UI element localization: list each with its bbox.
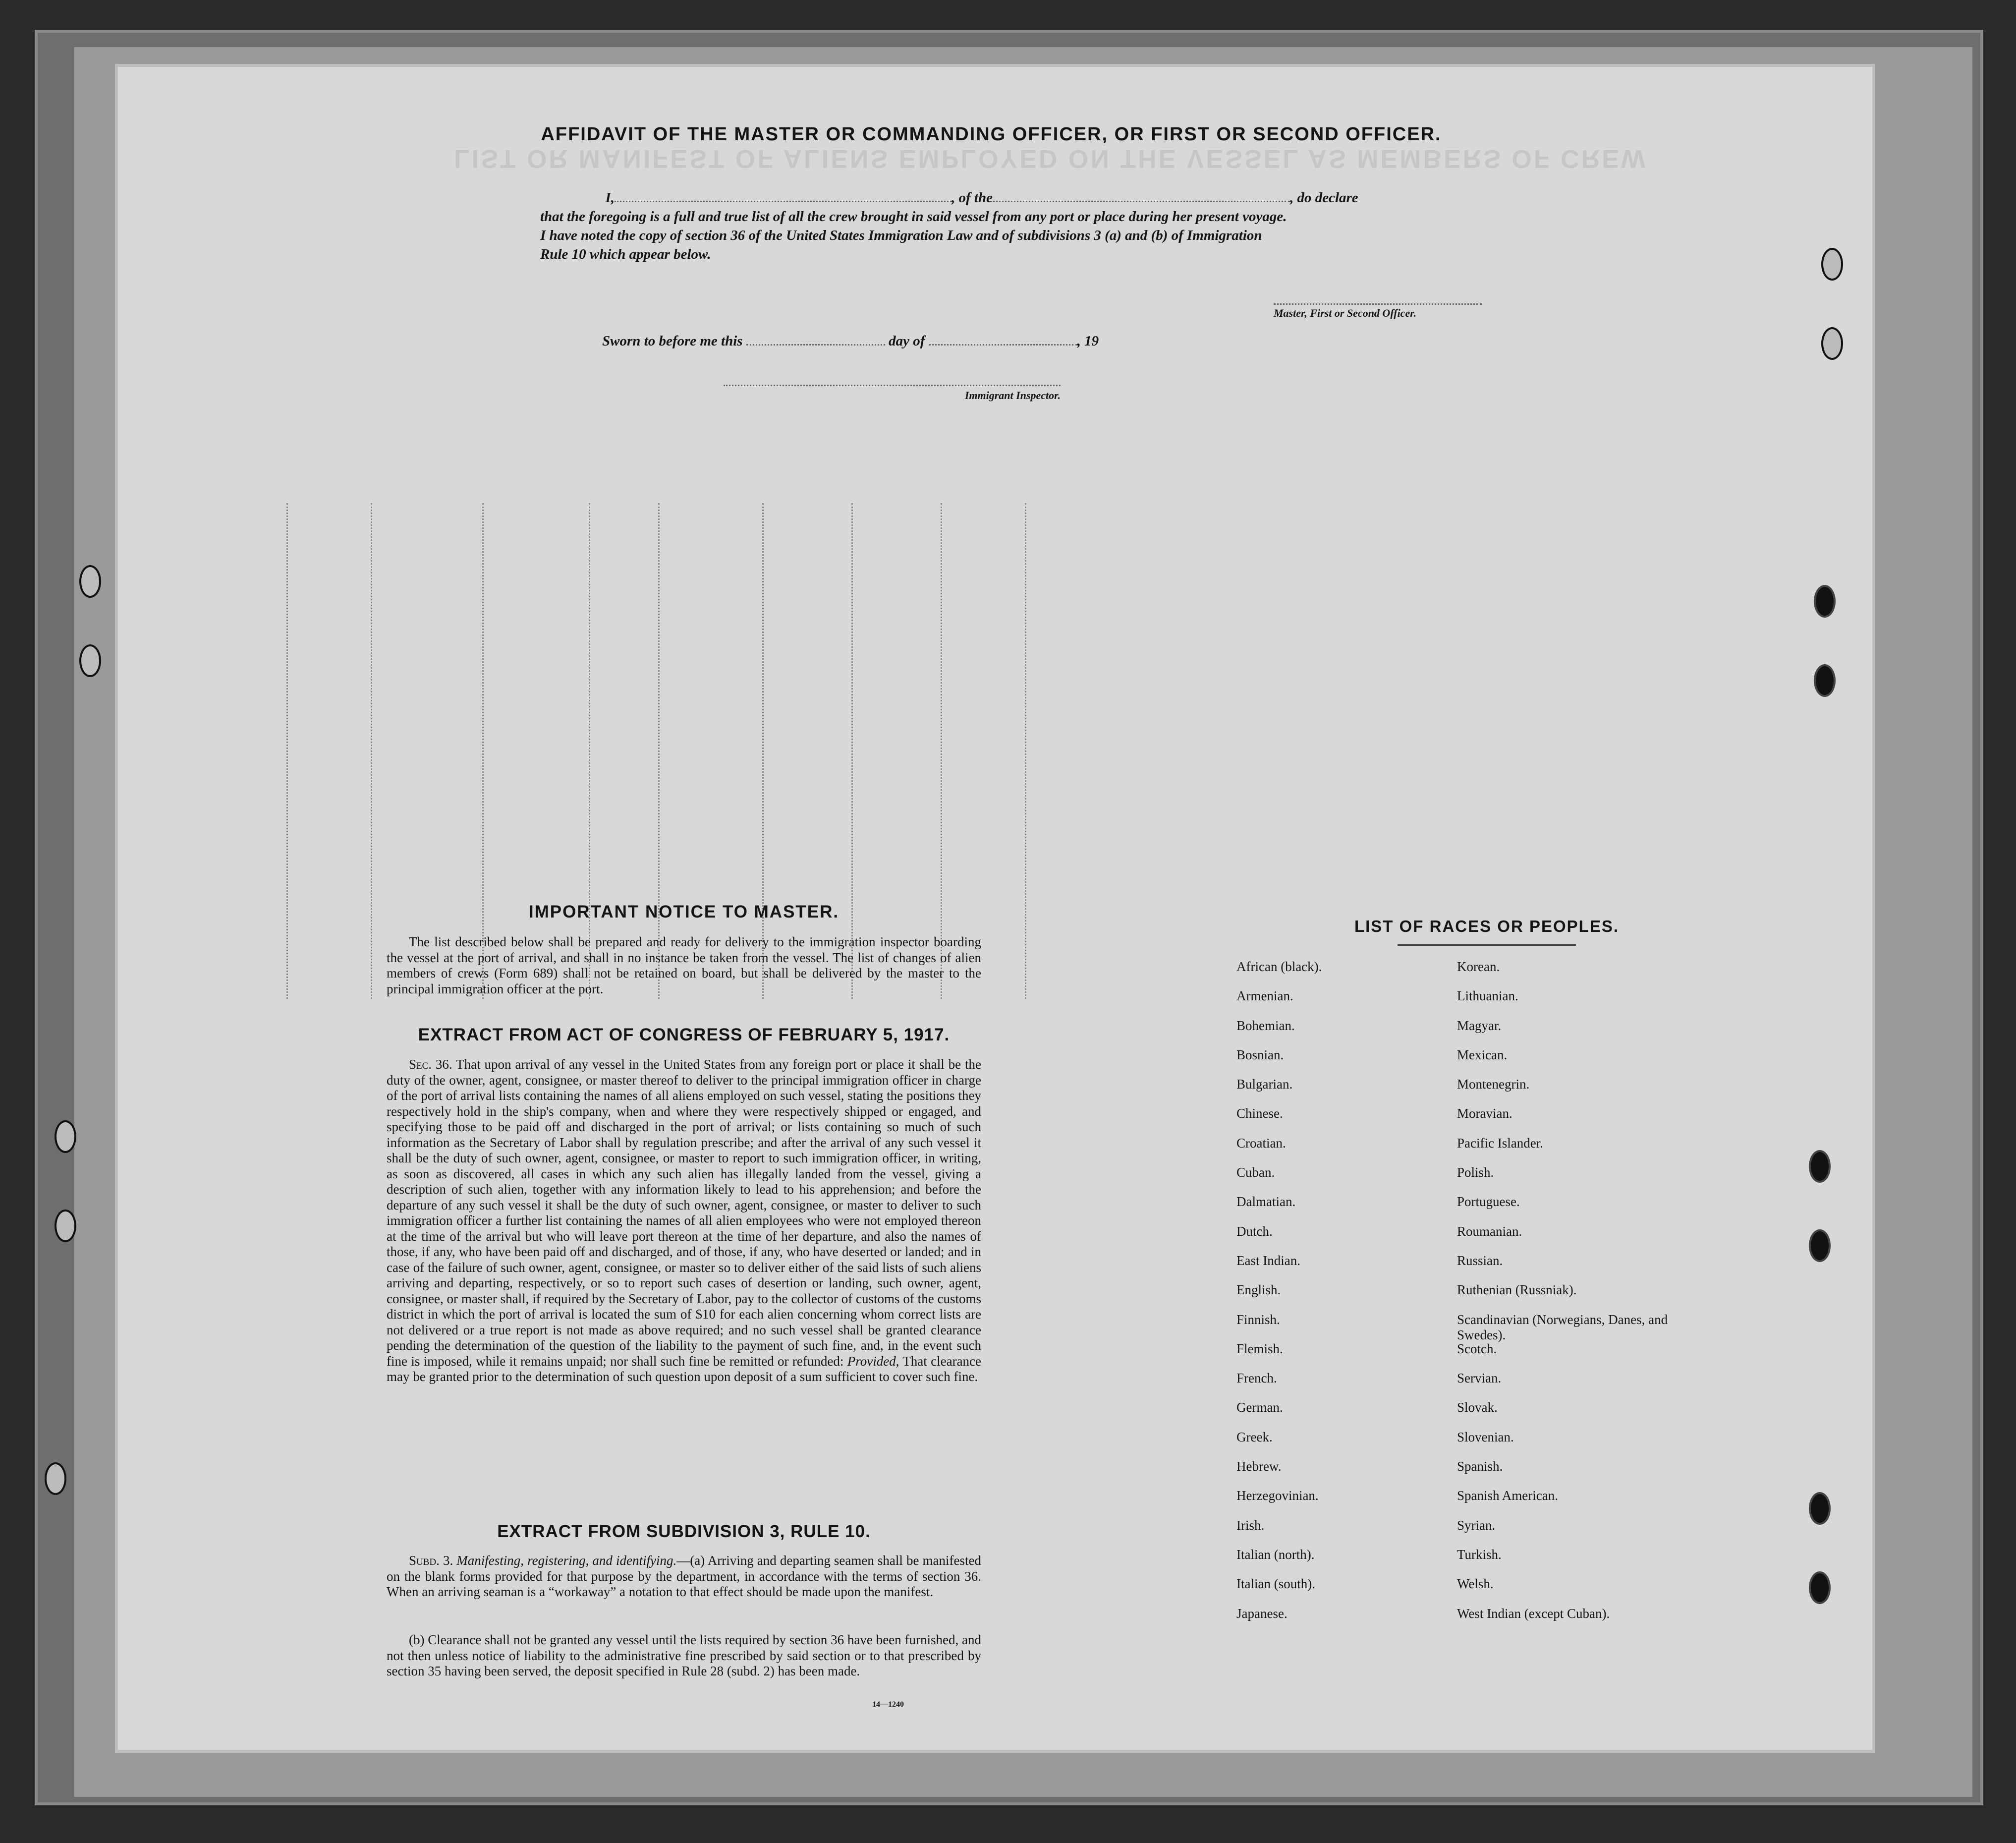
affidavit-title: AFFIDAVIT OF THE MASTER OR COMMANDING OFFICER, OR FIRST OR SECOND OFFICER. xyxy=(541,124,1442,145)
sworn-day-of: day of xyxy=(889,333,925,349)
sworn-month-blank[interactable] xyxy=(929,344,1077,346)
vessel-blank[interactable] xyxy=(993,201,1290,202)
punch-hole xyxy=(79,565,101,598)
race-item: English. xyxy=(1236,1282,1281,1298)
race-item: German. xyxy=(1236,1400,1283,1415)
race-item: Armenian. xyxy=(1236,988,1293,1004)
race-item: Herzegovinian. xyxy=(1236,1488,1319,1503)
race-item: Irish. xyxy=(1236,1517,1265,1533)
subd-text-b: (b) Clearance shall not be granted any vessel until the lists required by section 36 have been furnished, and not then unless notice of liability to the administrative fine prescribed by said section or to that prescribed by section 35 having been served, the deposit specified in Rule 28 (subd. 2) has been made. xyxy=(387,1632,981,1678)
punch-hole xyxy=(1809,1229,1831,1262)
race-item: Italian (north). xyxy=(1236,1547,1315,1562)
ruled-column xyxy=(941,503,942,999)
race-item: Turkish. xyxy=(1457,1547,1502,1562)
race-item: Greek. xyxy=(1236,1429,1273,1444)
punch-hole xyxy=(1821,248,1843,281)
race-item: Italian (south). xyxy=(1236,1576,1315,1592)
ruled-column xyxy=(589,503,590,999)
race-item: Russian. xyxy=(1457,1253,1503,1268)
subd-title: Manifesting, registering, and identifying. xyxy=(456,1553,677,1568)
master-signature-label: Master, First or Second Officer. xyxy=(1274,303,1482,320)
punch-hole xyxy=(1814,664,1836,697)
race-item: African (black). xyxy=(1236,959,1322,974)
extract-act-heading: EXTRACT FROM ACT OF CONGRESS OF FEBRUARY 5, 1917. xyxy=(418,1025,950,1044)
race-item: Roumanian. xyxy=(1457,1223,1522,1239)
name-blank[interactable] xyxy=(615,201,952,202)
provided-word: Provided, xyxy=(847,1353,899,1369)
extract-act-body: That upon arrival of any vessel in the United States from any foreign port or place it shall be the duty of the owner, agent, consignee, or master thereof to deliver to the principal immigration officer in charge of the port of arrival lists containing the names of all aliens employed on such vessel, stating the positions they respectively hold in the ship's company, when and where they were respectively shipped or engaged, and specifying those to be paid off and discharged in the port of arrival; or lists containing so much of such information as the Secretary of Labor shall by regulation prescribe; and after the arrival of any such vessel it shall be the duty of such owner, agent, consignee, or master to report to such immigration officer, in writing, as soon as discovered, all cases in which any such alien has illegally landed from the vessel, giving a description of such alien, together with any information likely to lead to his apprehension; and before the departure of any such vessel it shall be the duty of such owner, agent, consignee, or master to deliver to such immigration officer a further list containing the names of all alien employees who were not employed thereon at the time of the arrival but who will leave port thereon at the time of her departure, and also the names of those, if any, who have been paid off and discharged, and of those, if any, who have deserted or landed; and in case of the failure of such owner, agent, consignee, or master so to deliver either of the said lists of such aliens arriving and departing, respectively, or so to report such cases of desertion or landing, such owner, agent, consignee, or master shall, if required by the Secretary of Labor, pay to the collector of customs of the customs district in which the port of arrival is located the sum of $10 for each alien concerning whom correct lists are not delivered or a true report is not made as above required; and no such vessel shall be granted clearance pending the determination of the question of the liability to the payment of such fine, and, in the event such fine is imposed, while it remains unpaid; nor shall such fine be remitted or refunded: xyxy=(387,1057,982,1369)
declare-do-declare: , do declare xyxy=(1289,190,1358,206)
race-item: Bohemian. xyxy=(1236,1018,1295,1033)
notice-heading: IMPORTANT NOTICE TO MASTER. xyxy=(528,902,840,922)
declare-line-4: Rule 10 which appear below. xyxy=(540,246,711,262)
sworn-year: , 19 xyxy=(1077,333,1099,349)
races-left-column xyxy=(1236,959,1322,1635)
punch-hole xyxy=(1814,585,1836,618)
race-item: Bosnian. xyxy=(1236,1047,1284,1062)
declare-line-3: I have noted the copy of section 36 of the United States Immigration Law and of subdivisions 3 (a) and (b) of Immigration xyxy=(540,228,1262,243)
race-item: West Indian (except Cuban). xyxy=(1457,1606,1610,1621)
race-item: Polish. xyxy=(1457,1165,1494,1180)
race-item: Spanish. xyxy=(1457,1459,1503,1474)
punch-hole xyxy=(45,1462,66,1495)
race-item: Ruthenian (Russniak). xyxy=(1457,1282,1577,1298)
race-item: French. xyxy=(1236,1371,1277,1386)
notice-text: The list described below shall be prepared and ready for delivery to the immigration inspector boarding the vessel at the port of arrival, and shall in no instance be taken from the vessel. The list of changes of alien members of crews (Form 689) shall not be retained on board, but shall be delivered by the master to the principal immigration officer at the port. xyxy=(387,934,981,996)
ruled-column xyxy=(371,503,372,999)
race-item: Hebrew. xyxy=(1236,1459,1282,1474)
extract-act-end: That clearance may be granted prior to the determination of such question upon deposit of a sum sufficient to cover such fine. xyxy=(387,1353,982,1384)
affidavit-declaration xyxy=(540,188,1507,264)
declare-line-2: that the foregoing is a full and true list of all the crew brought in said vessel from any port or place during her present voyage. xyxy=(540,209,1287,225)
ruled-column xyxy=(1025,503,1026,999)
race-item: Magyar. xyxy=(1457,1018,1502,1033)
punch-hole xyxy=(1821,327,1843,360)
race-item: Mexican. xyxy=(1457,1047,1508,1062)
race-item: Syrian. xyxy=(1457,1517,1496,1533)
ruled-column xyxy=(482,503,484,999)
race-item: Slovak. xyxy=(1457,1400,1498,1415)
form-number: 14—1240 xyxy=(872,1700,904,1709)
punch-hole xyxy=(1809,1492,1831,1525)
inspector-signature-label: Immigrant Inspector. xyxy=(724,385,1061,402)
race-item: Dalmatian. xyxy=(1236,1194,1296,1209)
race-item: Finnish. xyxy=(1236,1312,1280,1327)
race-item: Spanish American. xyxy=(1457,1488,1558,1503)
punch-hole xyxy=(55,1120,76,1153)
race-item: Chinese. xyxy=(1236,1106,1283,1121)
race-item: Montenegrin. xyxy=(1457,1077,1530,1092)
race-item: Dutch. xyxy=(1236,1223,1273,1239)
declare-i: I, xyxy=(605,190,615,206)
extract-rule-heading: EXTRACT FROM SUBDIVISION 3, RULE 10. xyxy=(497,1522,871,1541)
race-item: Korean. xyxy=(1457,959,1500,974)
race-item: Portuguese. xyxy=(1457,1194,1520,1209)
punch-hole xyxy=(79,644,101,677)
races-right-column xyxy=(1457,959,1705,1635)
race-item: Croatian. xyxy=(1236,1135,1286,1151)
race-item: Moravian. xyxy=(1457,1106,1512,1121)
subd-label: Subd. 3. xyxy=(409,1553,453,1568)
sworn-line xyxy=(602,333,1099,349)
race-item: Pacific Islander. xyxy=(1457,1135,1543,1151)
race-item: Lithuanian. xyxy=(1457,988,1518,1004)
punch-hole xyxy=(1809,1571,1831,1604)
punch-hole xyxy=(1809,1150,1831,1183)
declare-of-the: , of the xyxy=(952,190,993,206)
punch-hole xyxy=(55,1209,76,1242)
subd-text-a: —(a) Arriving and departing seamen shall be manifested on the blank forms provided for that purpose by the department, in accordance with the terms of section 36. When an arriving seaman is a “workaway” a notation to that effect should be made upon the manifest. xyxy=(387,1553,981,1599)
ruled-column xyxy=(762,503,764,999)
extract-rule-a xyxy=(387,1553,981,1600)
race-item: Bulgarian. xyxy=(1236,1077,1293,1092)
race-item: Welsh. xyxy=(1457,1576,1494,1592)
bleed-through-title: LIST OR MANIFEST OF ALIENS EMPLOYED ON THE VESSEL AS MEMBERS OF CREW xyxy=(454,144,1647,173)
race-item: Slovenian. xyxy=(1457,1429,1514,1444)
sworn-day-blank[interactable] xyxy=(746,344,885,346)
race-item: Japanese. xyxy=(1236,1606,1288,1621)
ruled-column xyxy=(851,503,853,999)
race-item: Cuban. xyxy=(1236,1165,1275,1180)
ruled-column xyxy=(286,503,288,999)
extract-act-text xyxy=(387,1057,981,1385)
ruled-column xyxy=(658,503,660,999)
sec-label: Sec. 36. xyxy=(409,1057,452,1072)
sworn-text: Sworn to before me this xyxy=(602,333,743,349)
race-item: Flemish. xyxy=(1236,1341,1283,1356)
race-item: Scandinavian (Norwegians, Danes, and Swedes). xyxy=(1457,1312,1668,1342)
races-heading: LIST OF RACES OR PEOPLES. xyxy=(1354,917,1620,935)
race-item: Servian. xyxy=(1457,1371,1502,1386)
race-item: Scotch. xyxy=(1457,1341,1497,1356)
race-item: East Indian. xyxy=(1236,1253,1300,1268)
races-rule xyxy=(1398,944,1576,946)
